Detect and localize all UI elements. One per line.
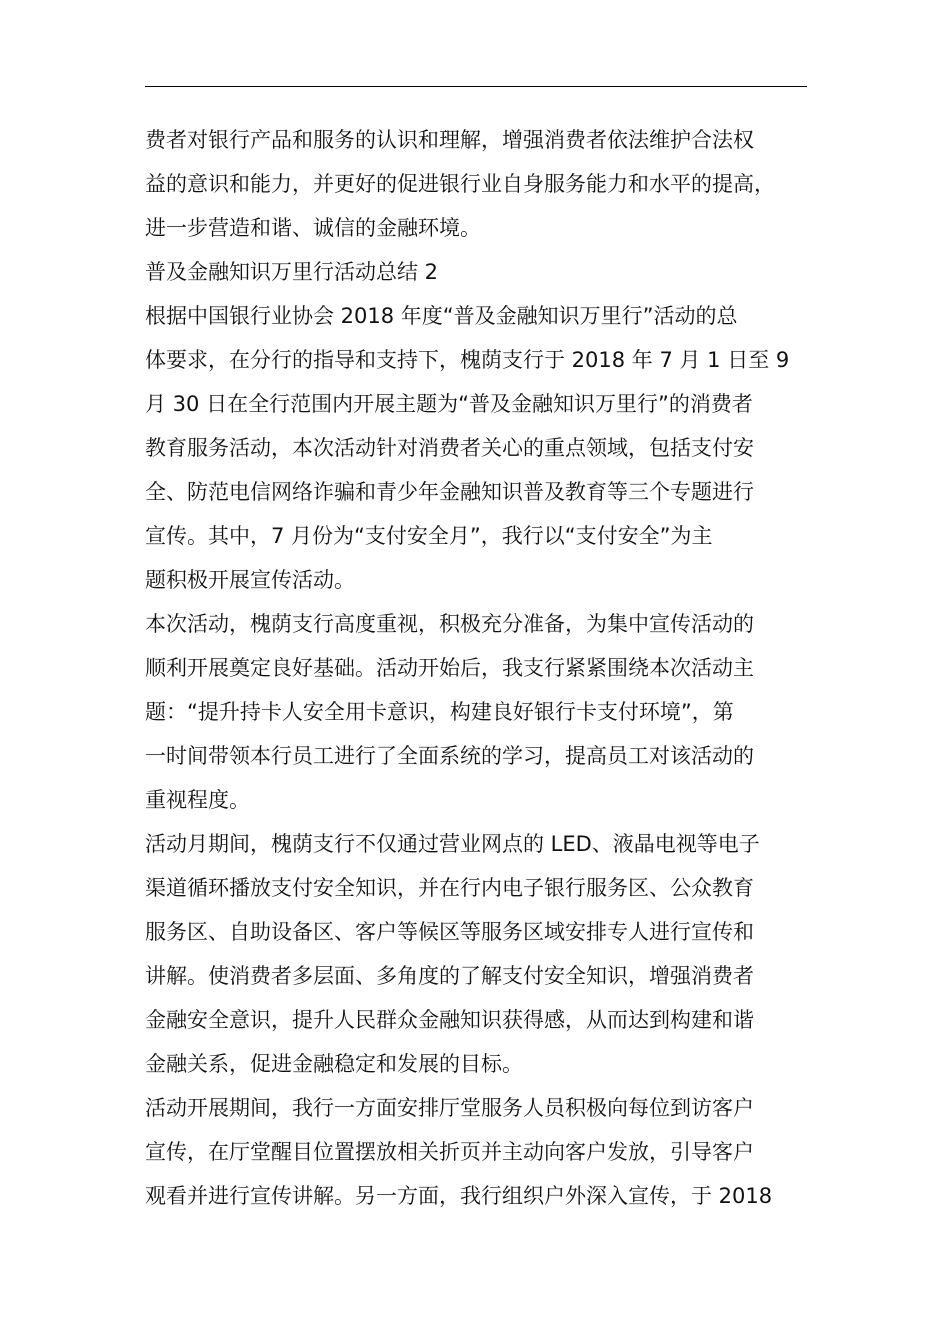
text-line: 益的意识和能力，并更好的促进银行业自身服务能力和水平的提高，: [145, 172, 775, 196]
text-line: 教育服务活动，本次活动针对消费者关心的重点领域，包括支付安: [145, 436, 754, 460]
text-line: 月 30 日在全行范围内开展主题为“普及金融知识万里行”的消费者: [145, 392, 753, 416]
text-line: 金融安全意识，提升人民群众金融知识获得感，从而达到构建和谐: [145, 1008, 754, 1032]
text-line: 宣传。其中，7 月份为“支付安全月”，我行以“支付安全”为主: [145, 524, 713, 548]
text-line: 一时间带领本行员工进行了全面系统的学习，提高员工对该活动的: [145, 744, 754, 768]
header-rule: [145, 86, 807, 87]
text-line: 讲解。使消费者多层面、多角度的了解支付安全知识，增强消费者: [145, 964, 754, 988]
text-line: 题：“提升持卡人安全用卡意识，构建良好银行卡支付环境”，第: [145, 700, 734, 724]
text-line: 费者对银行产品和服务的认识和理解，增强消费者依法维护合法权: [145, 128, 754, 152]
text-line: 题积极开展宣传活动。: [145, 568, 355, 592]
text-line: 本次活动，槐荫支行高度重视，积极充分准备，为集中宣传活动的: [145, 612, 754, 636]
text-line: 宣传，在厅堂醒目位置摆放相关折页并主动向客户发放，引导客户: [145, 1140, 754, 1164]
text-line: 服务区、自助设备区、客户等候区等服务区域安排专人进行宣传和: [145, 920, 754, 944]
text-line: 金融关系，促进金融稳定和发展的目标。: [145, 1052, 523, 1076]
text-line: 活动月期间，槐荫支行不仅通过营业网点的 LED、液晶电视等电子: [145, 832, 760, 856]
text-line: 进一步营造和谐、诚信的金融环境。: [145, 216, 481, 240]
section-heading: 普及金融知识万里行活动总结 2: [145, 260, 439, 284]
text-line: 根据中国银行业协会 2018 年度“普及金融知识万里行”活动的总: [145, 304, 738, 328]
text-line: 重视程度。: [145, 788, 250, 812]
text-line: 全、防范电信网络诈骗和青少年金融知识普及教育等三个专题进行: [145, 480, 754, 504]
text-line: 观看并进行宣传讲解。另一方面，我行组织户外深入宣传，于 2018: [145, 1184, 773, 1208]
text-line: 顺利开展奠定良好基础。活动开始后，我支行紧紧围绕本次活动主: [145, 656, 754, 680]
text-line: 体要求，在分行的指导和支持下，槐荫支行于 2018 年 7 月 1 日至 9: [145, 348, 790, 372]
text-line: 渠道循环播放支付安全知识，并在行内电子银行服务区、公众教育: [145, 876, 754, 900]
text-line: 活动开展期间，我行一方面安排厅堂服务人员积极向每位到访客户: [145, 1096, 754, 1120]
